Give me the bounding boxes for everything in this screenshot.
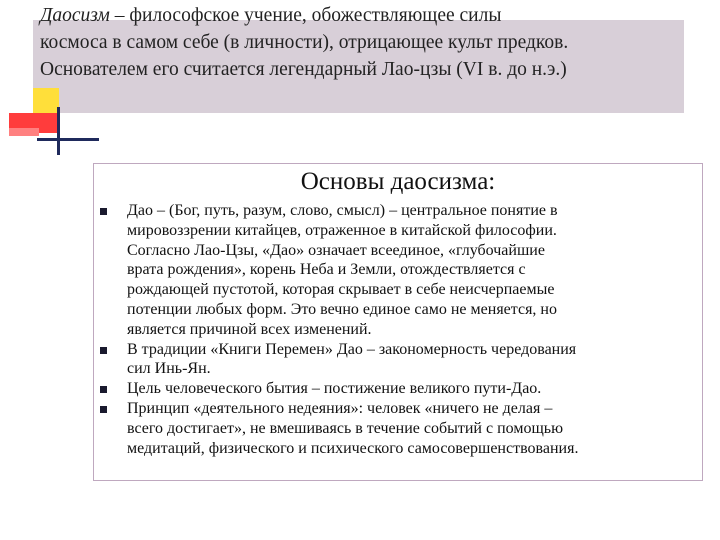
list-item [100,379,700,399]
bullet-line: Согласно Лао-Цзы, «Дао» означает всеединое, «глубочайшие [127,241,545,259]
page-title: Основы даосизма: [300,168,496,195]
bullet-line: рождающей пустотой, которая скрывает в себе неисчерпаемые [127,281,555,299]
bullet-square-icon [100,208,107,215]
bullet-line: мировоззрении китайцев, отраженное в китайской философии. [127,221,557,239]
bullet-line: В традиции «Книги Перемен» Дао – закономерность чередования [127,340,577,358]
bullet-line: является причиной всех изменений. [127,320,372,338]
bullet-line: сил Инь-Ян. [127,360,211,378]
list-item [100,201,700,340]
header-definition-3: Основателем его считается легендарный Лао-цзы (VI в. до н.э.) [40,59,567,80]
bullet-line: всего достигает», не вмешиваясь в течение событий с помощью [127,419,564,437]
bullet-square-icon [100,406,107,413]
decor-pink-strip [9,128,39,136]
bullet-line: врата рождения», корень Неба и Земли, отождествляется с [127,261,526,279]
bullet-square-icon [100,386,107,393]
bullet-line: медитаций, физического и психического самосовершенствования. [127,439,579,457]
decor-yellow-square [33,88,59,114]
header-term: Даосизм [40,5,110,26]
decor-horizontal-line [37,138,99,141]
list-item [100,340,700,380]
bullet-square-icon [100,347,107,354]
bullet-line: Цель человеческого бытия – постижение великого пути-Дао. [127,380,542,398]
header-definition-2: космоса в самом себе (в личности), отрицающее культ предков. [40,32,569,53]
decor-vertical-line [57,107,60,155]
bullet-line: потенции любых форм. Это вечно единое само не меняется, но [127,300,557,318]
bullet-line: Принцип «деятельного недеяния»: человек «ничего не делая – [127,399,553,417]
list-item [100,399,700,458]
header-definition-1: – философское учение, обожествляющее силы [109,5,502,26]
bullet-line: Дао – (Бог, путь, разум, слово, смысл) – центральное понятие в [127,202,558,219]
bullet-list [100,201,700,458]
header-text [40,2,700,83]
